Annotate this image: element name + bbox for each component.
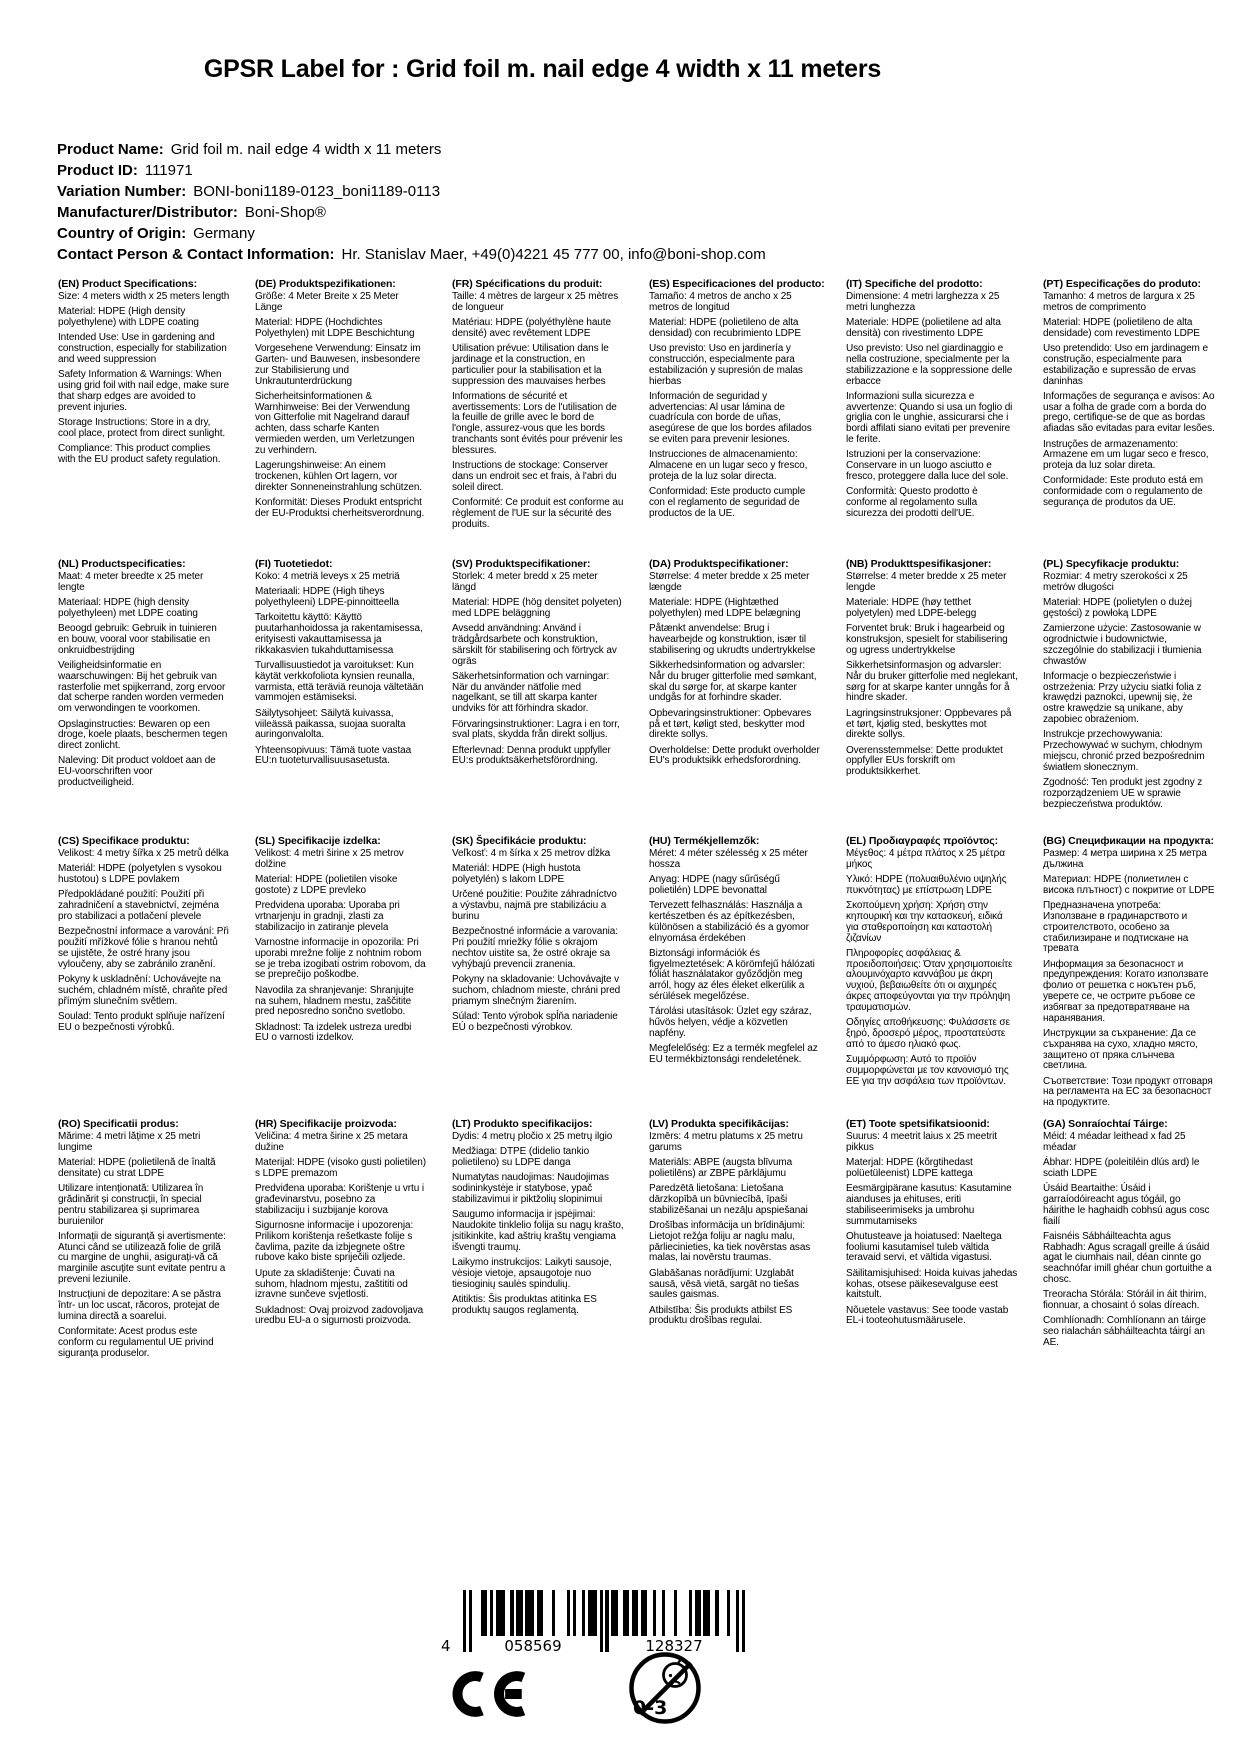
spec-paragraph: Förvaringsinstruktioner: Lagra i en torr, sval plats, skydda från direkt solljus. [452, 718, 620, 741]
barcode-bar [689, 1590, 692, 1636]
spec-paragraph: Instructions de stockage: Conserver dans un endroit sec et frais, à l'abri du soleil direct. [452, 460, 617, 493]
barcode-left-digits: 058569 [472, 1638, 594, 1654]
spec-paragraph: Säkerhetsinformation och varningar: När du använder nätfolie med nagelkant, se till att skarpa kanter undviks för att förhindra skador. [452, 670, 610, 715]
spec-paragraph: Navodila za shranjevanje: Shranjujte na suhem, hladnem mestu, zaščitite pred neposredno sončno svetlobo. [255, 984, 414, 1018]
spec-heading-cs: (CS) Specifikace produktu: [58, 835, 190, 847]
spec-paragraph: Conformidad: Este producto cumple con el reglamento de seguridad de productos de la UE. [649, 486, 806, 519]
spec-block-da [649, 558, 821, 835]
product-info-label: Product ID: [57, 162, 138, 179]
spec-paragraph: Sukladnost: Ovaj proizvod zadovoljava uredbu EU-a o sigurnosti proizvoda. [255, 1304, 424, 1327]
spec-paragraph: Materiál: HDPE (polyetylen s vysokou hustotou) s LDPE povlakem [58, 863, 222, 886]
spec-paragraph: Naleving: Dit product voldoet aan de EU-voorschriften voor productveiligheid. [58, 755, 216, 789]
product-info-row [57, 181, 1197, 202]
ce-mark-icon [452, 1665, 540, 1723]
spec-paragraph: Méret: 4 méter szélesség x 25 méter hossza [649, 848, 808, 870]
spec-heading-lv: (LV) Produkta specifikācijas: [649, 1118, 789, 1130]
spec-paragraph: Paredzētā lietošana: Lietošana dārzkopībā un būvniecībā, īpaši stabilizēšanai un nezāļu apspiešanai [649, 1183, 808, 1216]
spec-paragraph: Informações de segurança e avisos: Ao usar a folha de grade com a borda do prego, certifique-se de que as bordas afiadas são evitadas para evitar lesões. [1043, 390, 1215, 435]
spec-paragraph: Izmērs: 4 metru platums x 25 metru garums [649, 1131, 803, 1153]
spec-paragraph: Lagringsinstruksjoner: Oppbevares på et tørt, kjølig sted, beskyttes mot direkte sollys. [846, 707, 1012, 741]
baby-face-icon [664, 1664, 687, 1687]
spec-paragraph: Megfelelőség: Ez a termék megfelel az EU termékbiztonsági rendeletének. [649, 1043, 818, 1066]
product-info-row [57, 223, 1197, 244]
spec-heading-sk: (SK) Špecifikácie produktu: [452, 835, 587, 847]
spec-paragraph: Материал: HDPE (полиетилен с висока плътност) с покритие от LDPE [1043, 874, 1215, 896]
spec-heading-el: (EL) Προδιαγραφές προϊόντος: [846, 835, 999, 847]
spec-paragraph: Conformité: Ce produit est conforme au règlement de l'UE sur la sécurité des produits. [452, 497, 624, 530]
spec-heading-bg: (BG) Спецификации на продукта: [1043, 835, 1214, 847]
spec-block-cs [58, 835, 230, 1118]
spec-heading-fi: (FI) Tuotetiedot: [255, 558, 333, 570]
spec-paragraph: Suurus: 4 meetrit laius x 25 meetrit pikkus [846, 1131, 997, 1153]
product-info-value: BONI-boni1189-0123_boni1189-0113 [193, 183, 441, 200]
spec-paragraph: Opslaginstructies: Bewaren op een droge, koele plaats, beschermen tegen direct zonlicht. [58, 718, 228, 752]
spec-paragraph: Tervezett felhasználás: Használja a kertészetben és az építkezésben, különösen a stabilizáció és a gyomor elnyomása érdekében [649, 900, 809, 944]
spec-block-ro [58, 1118, 230, 1364]
spec-paragraph: Tamaño: 4 metros de ancho x 25 metros de longitud [649, 291, 792, 313]
barcode-bar [490, 1590, 493, 1636]
spec-paragraph: Størrelse: 4 meter bredde x 25 meter længde [649, 571, 810, 593]
spec-paragraph: Предназначена употреба: Използване в градинарството и строителството, особено за стабилизиране и подтискане на тревата [1043, 900, 1189, 955]
spec-paragraph: Sigurnosne informacije i upozorenja: Prilikom korištenja rešetkaste folije s čavlima, pazite da izbjegnete oštre rubove kako biste spriječili ozljede. [255, 1220, 414, 1264]
spec-paragraph: Størrelse: 4 meter bredde x 25 meter lengde [846, 571, 1007, 593]
spec-heading-de: (DE) Produktspezifikationen: [255, 278, 396, 290]
spec-paragraph: Materiāls: ABPE (augsta blīvuma polietilēns) ar ZBPE pārklājumu [649, 1157, 793, 1179]
spec-paragraph: Påtænkt anvendelse: Brug i havearbejde og konstruktion, især til stabilisering og ukrudts undertrykkelse [649, 623, 816, 656]
product-info-label: Country of Origin: [57, 225, 187, 242]
spec-heading-ga: (GA) Sonraíochtaí Táirge: [1043, 1118, 1168, 1130]
spec-paragraph: Materiale: HDPE (polietilene ad alta densità) con rivestimento LDPE [846, 317, 1001, 339]
spec-paragraph: Bezpečnostní informace a varování: Při použití mřížkové fólie s hranou nehtů se ujistěte, že ostré hrany jsou vyloučeny, aby se zabránilo zranění. [58, 926, 229, 970]
spec-paragraph: Sikkerhetsinformasjon og advarsler: Når du bruker gitterfolie med neglekant, sørg for at skarpe kanter unngås for å hindre skader. [846, 660, 1018, 704]
spec-paragraph: Laikymo instrukcijos: Laikyti sausoje, vėsioje vietoje, apsaugotoje nuo tiesioginių saulės spindulių. [452, 1256, 612, 1290]
spec-paragraph: Υλικό: HDPE (πολυαιθυλένιο υψηλής πυκνότητας) με επίστρωση LDPE [846, 874, 1007, 896]
spec-paragraph: Tárolási utasítások: Üzlet egy száraz, hűvös helyen, védje a közvetlen napfény. [649, 1006, 812, 1039]
spec-paragraph: Instruções de armazenamento: Armazene em um lugar seco e fresco, proteja da luz solar direta. [1043, 438, 1209, 472]
spec-paragraph: Συμμόρφωση: Αυτό το προϊόν συμμορφώνεται με τον κανονισμό της ΕΕ για την ασφάλεια των προϊόντων. [846, 1054, 1009, 1087]
barcode-right-digits: 128327 [613, 1638, 735, 1654]
ean-barcode [441, 1590, 745, 1655]
spec-paragraph: Informations de sécurité et avertissements: Lors de l'utilisation de la feuille de grille avec le bord de l'ongle, assurez-vous que les bords tranchants sont évités pour prévenir les blessures. [452, 390, 623, 456]
spec-paragraph: Soulad: Tento produkt splňuje nařízení EU o bezpečnosti výrobků. [58, 1010, 225, 1033]
spec-paragraph: Určené použitie: Použite záhradníctvo a výstavbu, najmä pre stabilizáciu a burinu [452, 889, 617, 922]
spec-paragraph: Materiál: HDPE (High hustota polyetylén) s lakom LDPE [452, 863, 581, 886]
spec-paragraph: Ábhar: HDPE (poleitiléin dlús ard) le sciath LDPE [1043, 1157, 1200, 1179]
barcode-bar [531, 1590, 534, 1636]
barcode-bar [463, 1590, 466, 1652]
spec-paragraph: Varnostne informacije in opozorila: Pri uporabi mrežne folije z nohtnim robom se je treba izogibati ostrim robovom, da se preprečijo poškodbe. [255, 937, 426, 981]
spec-paragraph: Utilizare intenționată: Utilizarea în grădinărit și construcții, în special pentru stabilizarea și suprimarea buruienilor [58, 1183, 204, 1227]
spec-paragraph: Informacje o bezpieczeństwie i ostrzeżenia: Przy użyciu siatki folia z krawędzi paznokci, upewnij się, że ostre krawędzie są unikane, aby zapobiec obrażeniom. [1043, 670, 1202, 726]
spec-paragraph: Úsáid Beartaithe: Úsáid i garraíodóireacht agus tógáil, go háirithe le haghaidh cobhsú agus cosc fiailí [1043, 1183, 1210, 1227]
product-info-value: Germany [193, 225, 255, 242]
spec-paragraph: Materiale: HDPE (Hightæthed polyethylen) med LDPE belægning [649, 597, 801, 619]
spec-paragraph: Rozmiar: 4 metry szerokości x 25 metrów długości [1043, 571, 1188, 593]
spec-paragraph: Materiaali: HDPE (High tiheys polyethyleeni) LDPE-pinnoitteella [255, 586, 400, 609]
spec-paragraph: Yhteensopivuus: Tämä tuote vastaa EU:n tuoteturvallisuusasetusta. [255, 744, 412, 767]
page-title: GPSR Label for : Grid foil m. nail edge 4 width x 11 meters [203, 55, 882, 83]
spec-paragraph: Instrucțiuni de depozitare: A se păstra într- un loc uscat, răcoros, protejat de lumina directă a soarelui. [58, 1289, 221, 1322]
spec-paragraph: Předpokládané použití: Použití při zahradničení a stavebnictví, zejména pro stabilizaci a potlačení plevele [58, 889, 219, 922]
spec-block-de [255, 278, 427, 558]
spec-paragraph: Material: HDPE (hög densitet polyeten) med LDPE beläggning [452, 597, 622, 619]
barcode-bar [502, 1590, 505, 1636]
spec-paragraph: Glabāšanas norādījumi: Uzglabāt sausā, vēsā vietā, sargāt no tiešas saules gaismas. [649, 1267, 799, 1301]
product-info-value: Hr. Stanislav Maer, +49(0)4221 45 777 00, info@boni-shop.com [341, 246, 766, 263]
spec-heading-en: (EN) Product Specifications: [58, 278, 197, 290]
spec-grid [58, 278, 1215, 1364]
spec-heading-nl: (NL) Productspecificaties: [58, 558, 186, 570]
spec-paragraph: Zamierzone użycie: Zastosowanie w ogrodnictwie i budownictwie, szczególnie do stabilizacji i tłumienia chwastów [1043, 623, 1202, 667]
spec-block-sk [452, 835, 624, 1118]
spec-paragraph: Zgodność: Ten produkt jest zgodny z rozporządzeniem UE w sprawie bezpieczeństwa produktów. [1043, 777, 1203, 810]
spec-block-pl [1043, 558, 1215, 835]
spec-paragraph: Πληροφορίες ασφάλειας & προειδοποιήσεις: Όταν χρησιμοποιείτε αλουμινόχαρτο καννάβου με άκρη νυχιού, βεβαιωθείτε ότι οι αιχμηρές άκρες αποφεύγονται για την πρόληψη τραυματισμών. [846, 947, 1013, 1013]
spec-block-et [846, 1118, 1018, 1364]
spec-paragraph: Conformità: Questo prodotto è conforme al regolamento sulla sicurezza dei prodotti dell'UE. [846, 486, 978, 519]
product-info-label: Variation Number: [57, 183, 187, 200]
spec-paragraph: Lagerungshinweise: An einem trockenen, kühlen Ort lagern, vor direkter Sonneneinstrahlung schützen. [255, 460, 422, 493]
spec-paragraph: Veiligheidsinformatie en waarschuwingen: Bij het gebruik van rasterfolie met spijkerrand, zorg ervoor dat scherpe randen worden vermeden om verwondingen te voorkomen. [58, 660, 226, 715]
barcode-bar [594, 1590, 597, 1636]
spec-heading-pt: (PT) Especificações do produto: [1043, 278, 1201, 290]
spec-paragraph: Информация за безопасност и предупреждения: Когато използвате фолио от решетка с нокътен ръб, уверете се, че острите ръбове се избягват за предотвратяване на наранявания. [1043, 958, 1209, 1024]
spec-block-ga [1043, 1118, 1215, 1364]
barcode-first-digit: 4 [441, 1637, 451, 1655]
spec-paragraph: Beoogd gebruik: Gebruik in tuinieren en bouw, vooral voor stabilisatie en onkruidbestrijding [58, 623, 217, 656]
barcode-bar [736, 1590, 739, 1652]
spec-heading-fr: (FR) Spécifications du produit: [452, 278, 603, 290]
barcode-bar [567, 1590, 570, 1636]
age-warning-label: 0-3 [633, 1697, 668, 1719]
spec-block-nl [58, 558, 230, 835]
barcode-bar [635, 1590, 638, 1636]
product-info-row [57, 139, 1197, 160]
spec-paragraph: Saugumo informacija ir įspėjimai: Naudokite tinklelio folija su nagų krašto, įsitikinkite, kad aštrių kraštų vengiama išvengti traumų. [452, 1209, 624, 1253]
barcode-bar [582, 1590, 585, 1636]
spec-paragraph: Safety Information & Warnings: When using grid foil with nail edge, make sure that sharp edges are avoided to prevent injuries. [58, 369, 229, 413]
spec-block-sl [255, 835, 427, 1118]
spec-paragraph: Veľkosť: 4 m šírka x 25 metrov dĺžka [452, 848, 611, 859]
barcode-bar [653, 1590, 656, 1636]
spec-paragraph: Uso pretendido: Uso em jardinagem e construção, especialmente para estabilização e supressão de ervas daninhas [1043, 343, 1208, 387]
spec-paragraph: Οδηγίες αποθήκευσης: Φυλάσσετε σε ξηρό, δροσερό μέρος, προστατεύστε από το άμεσο ηλιακό φως. [846, 1017, 1010, 1050]
spec-paragraph: Materjal: HDPE (kõrgtihedast polüetüleenist) LDPE kattega [846, 1157, 973, 1179]
spec-heading-es: (ES) Especificaciones del producto: [649, 278, 825, 290]
spec-paragraph: Overensstemmelse: Dette produktet oppfyller EUs forskrift om produktsikkerhet. [846, 744, 1003, 778]
spec-paragraph: Sikkerhedsinformation og advarsler: Når du bruger gitterfolie med sømkant, skal du sørge for, at skarpe kanter undgås for at forhindre skader. [649, 660, 817, 704]
spec-paragraph: Conformitate: Acest produs este conform cu regulamentul UE privind siguranța produselor. [58, 1326, 214, 1359]
spec-paragraph: Materiale: HDPE (høy tetthet polyetylen) med LDPE-belegg [846, 597, 977, 619]
product-info-row [57, 160, 1197, 181]
spec-block-nb [846, 558, 1018, 835]
spec-block-hu [649, 835, 821, 1118]
spec-paragraph: Medžiaga: DTPE (didelio tankio polietileno) su LDPE danga [452, 1146, 590, 1169]
product-info-value: Grid foil m. nail edge 4 width x 11 meters [170, 141, 442, 158]
spec-paragraph: Nõuetele vastavus: See toode vastab EL-i tooteohutusmäärusele. [846, 1304, 1009, 1327]
spec-paragraph: Skladnost: Ta izdelek ustreza uredbi EU o varnosti izdelkov. [255, 1021, 412, 1044]
spec-paragraph: Material: HDPE (polietilenă de înaltă densitate) cu strat LDPE [58, 1157, 216, 1179]
spec-block-lt [452, 1118, 624, 1364]
spec-paragraph: Maat: 4 meter breedte x 25 meter lengte [58, 571, 204, 593]
spec-paragraph: Numatytas naudojimas: Naudojimas sodininkystėje ir statybose, ypač stabilizavimui ir piktžolių slopinimui [452, 1172, 609, 1205]
spec-block-en [58, 278, 230, 558]
spec-block-lv [649, 1118, 821, 1364]
spec-paragraph: Compliance: This product complies with the EU product safety regulation. [58, 443, 221, 465]
spec-paragraph: Súlad: Tento výrobok spĺňa nariadenie EÚ o bezpečnosti výrobkov. [452, 1010, 618, 1033]
spec-paragraph: Drošības informācija un brīdinājumi: Lietojot režģa foliju ar naglu malu, pārliecinieties, ka tiek novērstas asas malas, lai novērstu traumas. [649, 1220, 811, 1264]
spec-paragraph: Material: HDPE (polietileno de alta densidad) con recubrimiento LDPE [649, 317, 801, 339]
spec-paragraph: Predvidena uporaba: Uporaba pri vrtnarjenju in gradnji, zlasti za stabilizacijo in zatiranje plevela [255, 900, 400, 933]
spec-paragraph: Vorgesehene Verwendung: Einsatz im Garten- und Bauwesen, insbesondere zur Stabilisierung und Unkrautunterdrückung [255, 343, 421, 387]
spec-paragraph: Atbilstība: Šis produkts atbilst ES produktu drošības regulai. [649, 1304, 793, 1327]
spec-paragraph: Biztonsági információk és figyelmeztetések: A körömfejű hálózati fóliát használatakor győződjön meg arról, hogy az éles éleket elkerülik a sérülések megelőzése. [649, 947, 815, 1003]
spec-heading-sl: (SL) Specifikacije izdelka: [255, 835, 381, 847]
spec-paragraph: Turvallisuustiedot ja varoitukset: Kun käytät verkkofoliota kynsien reunalla, varmista, että teräviä reunoja vältetään vammojen estämiseksi. [255, 660, 424, 704]
spec-paragraph: Sicherheitsinformationen & Warnhinweise: Bei der Verwendung von Gitterfolie mit Nagelrand darauf achten, dass scharfe Kanten vermieden werden, um Verletzungen zu verhindern. [255, 390, 415, 456]
spec-paragraph: Informazioni sulla sicurezza e avvertenze: Quando si usa un foglio di griglia con le unghie, assicurarsi che i bordi affilati siano evitati per prevenire le ferite. [846, 390, 1013, 446]
spec-paragraph: Размер: 4 метра ширина x 25 метра дължина [1043, 848, 1207, 870]
spec-paragraph: Avsedd användning: Använd i trädgårdsarbete och konstruktion, särskilt för stabilisering och förtryck av ogräs [452, 623, 617, 667]
spec-paragraph: Tarkoitettu käyttö: Käyttö puutarhanhoidossa ja rakentamisessa, erityisesti vakauttamisessa ja rikkakasvien tukahduttamisessa [255, 612, 423, 656]
spec-block-es [649, 278, 825, 558]
spec-paragraph: Tamanho: 4 metros de largura x 25 metros de comprimento [1043, 291, 1195, 313]
spec-paragraph: Uso previsto: Uso en jardinería y construcción, especialmente para estabilización y supresión de malas hierbas [649, 343, 803, 387]
spec-paragraph: Storage Instructions: Store in a dry, cool place, protect from direct sunlight. [58, 416, 226, 439]
product-info-row [57, 202, 1197, 223]
spec-paragraph: Forventet bruk: Bruk i hagearbeid og konstruksjon, spesielt for stabilisering og ugress undertrykkelse [846, 623, 1008, 656]
product-info-label: Product Name: [57, 141, 164, 158]
spec-paragraph: Conformidade: Este produto está em conformidade com o regulamento de segurança de produtos da UE. [1043, 475, 1204, 509]
spec-paragraph: Dydis: 4 metrų pločio x 25 metrų ilgio [452, 1131, 613, 1142]
spec-block-fi [255, 558, 427, 835]
product-info-row [57, 244, 1197, 265]
spec-block-bg [1043, 835, 1215, 1118]
spec-paragraph: Съответствие: Този продукт отговаря на регламента на ЕС за безопасност на продуктите. [1043, 1075, 1213, 1109]
barcode-bar [662, 1590, 665, 1636]
spec-paragraph: Koko: 4 metriä leveys x 25 metriä [255, 571, 400, 582]
product-info-value: Boni-Shop® [244, 204, 326, 221]
spec-paragraph: Pokyny k uskladnění: Uchovávejte na suchém, chladném místě, chraňte před přímým slunečním světlem. [58, 973, 228, 1007]
spec-paragraph: Atitiktis: Šis produktas atitinka ES produktų saugos reglamentą. [452, 1293, 597, 1316]
spec-block-it [846, 278, 1018, 558]
age-warning-0-3-icon [627, 1650, 703, 1726]
spec-paragraph: Anyag: HDPE (nagy sűrűségű polietilén) LDPE bevonattal [649, 874, 780, 896]
spec-paragraph: Istruzioni per la conservazione: Conservare in un luogo asciutto e fresco, proteggere dalla luce del sole. [846, 449, 1009, 482]
spec-paragraph: Upute za skladištenje: Čuvati na suhom, hladnom mjestu, zaštititi od izravne sunčeve svjetlosti. [255, 1267, 408, 1301]
spec-paragraph: Konformität: Dieses Produkt entspricht der EU-Produktsi cherheitsverordnung. [255, 497, 425, 519]
spec-block-hr [255, 1118, 427, 1364]
spec-heading-lt: (LT) Produkto specifikacijos: [452, 1118, 593, 1130]
barcode-bar [742, 1590, 745, 1652]
barcode-bar [600, 1590, 603, 1652]
product-info-label: Contact Person & Contact Information: [57, 246, 335, 263]
spec-paragraph: Velikost: 4 metri širine x 25 metrov dolžine [255, 848, 404, 870]
spec-block-fr [452, 278, 624, 558]
barcode-bar [706, 1590, 709, 1636]
spec-paragraph: Predviđena uporaba: Korištenje u vrtu i građevinarstvu, posebno za stabilizaciju i suzbijanje korova [255, 1183, 424, 1216]
spec-paragraph: Comhlíonadh: Comhlíonann an táirge seo rialachán sábháilteachta táirgí an AE. [1043, 1315, 1206, 1349]
spec-paragraph: Matériau: HDPE (polyéthylène haute densité) avec revêtement LDPE [452, 317, 611, 339]
spec-paragraph: Velikost: 4 metry šířka x 25 metrů délka [58, 848, 229, 859]
spec-paragraph: Säilitamisjuhised: Hoida kuivas jahedas kohas, otsese päikesevalguse eest kaitstult. [846, 1267, 1018, 1301]
barcode-bar [614, 1590, 617, 1636]
spec-block-el [846, 835, 1018, 1118]
spec-heading-et: (ET) Toote spetsifikatsioonid: [846, 1118, 990, 1130]
spec-paragraph: Materiał: HDPE (polietylen o dużej gęstości) z powłoką LDPE [1043, 597, 1192, 619]
spec-heading-sv: (SV) Produktspecifikationer: [452, 558, 591, 570]
spec-paragraph: Intended Use: Use in gardening and construction, especially for stabilization and weed suppression [58, 332, 227, 365]
barcode-bar [573, 1590, 576, 1636]
barcode-bar [644, 1590, 647, 1636]
spec-paragraph: Informații de siguranță și avertismente: Atunci când se utilizează folie de grilă cu margine de unghii, asigurați-vă că marginile ascuțite sunt evitate pentru a preveni leziunile. [58, 1230, 226, 1286]
product-info-label: Manufacturer/Distributor: [57, 204, 238, 221]
barcode-bar [519, 1590, 522, 1636]
spec-paragraph: Materijal: HDPE (visoko gusti polietilen) s LDPE premazom [255, 1157, 426, 1179]
spec-paragraph: Taille: 4 mètres de largeur x 25 mètres de longueur [452, 291, 619, 313]
spec-paragraph: Größe: 4 Meter Breite x 25 Meter Länge [255, 291, 399, 313]
barcode-bar [510, 1590, 513, 1636]
spec-paragraph: Μέγεθος: 4 μέτρα πλάτος x 25 μέτρα μήκος [846, 848, 1005, 870]
spec-paragraph: Uso previsto: Uso nel giardinaggio e nella costruzione, specialmente per la stabilizzazione e la soppressione delle erbacce [846, 343, 1013, 387]
spec-paragraph: Säilytysohjeet: Säilytä kuivassa, viileässä paikassa, suojaa suoralta auringonvalolta. [255, 707, 406, 741]
spec-heading-it: (IT) Specifiche del prodotto: [846, 278, 983, 290]
product-info [57, 139, 1197, 265]
spec-paragraph: Veličina: 4 metra širine x 25 metara dužine [255, 1131, 408, 1153]
spec-paragraph: Dimensione: 4 metri larghezza x 25 metri lunghezza [846, 291, 1000, 313]
spec-paragraph: Información de seguridad y advertencias: Al usar lámina de cuadrícula con borde de uñas, asegúrese de que los bordes afilados se eviten para prevenir lesiones. [649, 390, 812, 446]
spec-paragraph: Material: HDPE (Hochdichtes Polyethylen) mit LDPE Beschichtung [255, 317, 415, 339]
spec-paragraph: Overholdelse: Dette produkt overholder EU's produktsikk erhedsforordning. [649, 744, 820, 767]
spec-paragraph: Инструкции за съхранение: Да се съхранява на сухо, хладно място, защитено от пряка слънчева светлина. [1043, 1027, 1198, 1072]
spec-paragraph: Ohutusteave ja hoiatused: Naeltega fooliumi kasutamisel tuleb vältida teravaid servi, et vältida vigastusi. [846, 1230, 1002, 1264]
barcode-bar [484, 1590, 487, 1636]
barcode-bar [727, 1590, 730, 1636]
spec-block-pt [1043, 278, 1215, 558]
spec-paragraph: Eesmärgipärane kasutus: Kasutamine aianduses ja ehituses, eriti stabiliseerimiseks ja umbrohu summutamiseks [846, 1183, 1012, 1227]
spec-paragraph: Materiaal: HDPE (high density polyethyleen) met LDPE coating [58, 597, 198, 619]
barcode-bar [552, 1590, 555, 1636]
barcode-bar [698, 1590, 701, 1636]
spec-heading-hu: (HU) Termékjellemzők: [649, 835, 760, 847]
spec-paragraph: Méid: 4 méadar leithead x fad 25 méadar [1043, 1131, 1186, 1153]
spec-paragraph: Utilisation prévue: Utilisation dans le jardinage et la construction, en particulier pour la stabilisation et la suppression des mauvaises herbes [452, 343, 609, 387]
spec-paragraph: Efterlevnad: Denna produkt uppfyller EU:s produktsäkerhetsförordning. [452, 744, 611, 767]
barcode-bar [605, 1590, 608, 1652]
spec-paragraph: Faisnéis Sábháilteachta agus Rabhadh: Agus scragall greille á úsáid agat le ciumhais nail, déan cinnte go seachnófar imill ghéar chun gortuithe a chosc. [1043, 1230, 1212, 1286]
spec-heading-pl: (PL) Specyfikacje produktu: [1043, 558, 1180, 570]
spec-paragraph: Bezpečnostné informácie a varovania: Pri použití mriežky fólie s okrajom nechtov uistite sa, že ostré okraje sa vyhýbajú prevencii zranenia. [452, 926, 618, 970]
spec-paragraph: Material: HDPE (polietileno de alta densidade) com revestimento LDPE [1043, 317, 1200, 339]
spec-heading-da: (DA) Produktspecifikationer: [649, 558, 789, 570]
spec-paragraph: Size: 4 meters width x 25 meters length [58, 291, 230, 302]
barcode-bar [715, 1590, 718, 1636]
spec-paragraph: Instrukcje przechowywania: Przechowywać w suchym, chłodnym miejscu, chronić przed bezpośrednim światłem słonecznym. [1043, 729, 1205, 773]
spec-paragraph: Pokyny na skladovanie: Uchovávajte v suchom, chladnom mieste, chráni pred priamym slnečným žiarením. [452, 973, 621, 1007]
product-info-value: 111971 [144, 162, 193, 179]
spec-paragraph: Material: HDPE (polietilen visoke gostote) z LDPE prevleko [255, 874, 398, 896]
spec-paragraph: Mărime: 4 metri lățime x 25 metri lungime [58, 1131, 201, 1153]
barcode-bar [674, 1590, 677, 1636]
spec-paragraph: Treoracha Stórála: Stóráil in áit thirim, fionnuar, a chosaint ó solas díreach. [1043, 1289, 1207, 1312]
spec-heading-ro: (RO) Specificatii produs: [58, 1118, 179, 1130]
spec-paragraph: Material: HDPE (High density polyethylene) with LDPE coating [58, 306, 199, 329]
spec-heading-hr: (HR) Specifikacije proizvoda: [255, 1118, 397, 1130]
spec-paragraph: Σκοπούμενη χρήση: Χρήση στην κηπουρική και την κατασκευή, ειδικά για σταθεροποίηση και καταστολή ζιζανίων [846, 900, 1003, 944]
spec-paragraph: Instrucciones de almacenamiento: Almacene en un lugar seco y fresco, proteja de la luz solar directa. [649, 449, 808, 482]
spec-paragraph: Opbevaringsinstruktioner: Opbevares på et tørt, køligt sted, beskytter mod direkte sollys. [649, 707, 812, 741]
spec-heading-nb: (NB) Produkttspesifikasjoner: [846, 558, 992, 570]
spec-block-sv [452, 558, 624, 835]
barcode-bar [626, 1590, 629, 1636]
spec-paragraph: Storlek: 4 meter bredd x 25 meter längd [452, 571, 598, 593]
barcode-bar [540, 1590, 543, 1636]
